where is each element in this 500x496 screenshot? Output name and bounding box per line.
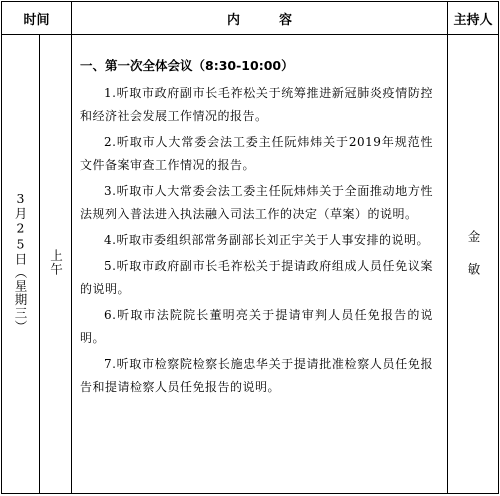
header-row [2,2,499,35]
agenda-item: 5.听取市政府副市长毛祚松关于提请政府组成人员任免议案的说明。 [80,259,434,296]
header-content [72,2,448,35]
agenda-item: 6.听取市法院院长董明亮关于提请审判人员任免报告的说明。 [80,308,434,345]
host-name: 金敏 [466,230,482,295]
agenda-items [80,82,433,399]
header-time: 时间 [2,2,72,35]
session-row [2,35,499,494]
agenda-item: 4.听取市委组织部常务副部长刘正宇关于人事安排的说明。 [104,233,429,247]
host-cell [448,35,499,494]
header-host: 主持人 [448,2,499,35]
agenda-item: 2.听取市人大常委会法工委主任阮炜炜关于2019年规范性文件备案审查工作情况的报告。 [80,135,434,172]
date-text: 3月25日（星期三） [13,190,28,334]
content-cell [72,35,448,494]
header-content-label: 内 容 [227,12,293,28]
agenda-item: 7.听取市检察院检察长施忠华关于提请批准检察人员任免报告和提请检察人员任免报告的说明。 [80,357,434,394]
agenda-item: 3.听取市人大常委会法工委主任阮炜炜关于全面推动地方性法规列入普法进入执法融入司法工作的决定（草案）的说明。 [80,184,434,221]
period-text: 上午 [48,249,64,276]
date-cell [2,35,40,494]
agenda-table [1,1,499,494]
period-cell [40,35,72,494]
session-title: 一、第一次全体会议（8:30-10:00） [80,58,294,73]
agenda-item: 1.听取市政府副市长毛祚松关于统筹推进新冠肺炎疫情防控和经济社会发展工作情况的报告。 [80,86,434,123]
